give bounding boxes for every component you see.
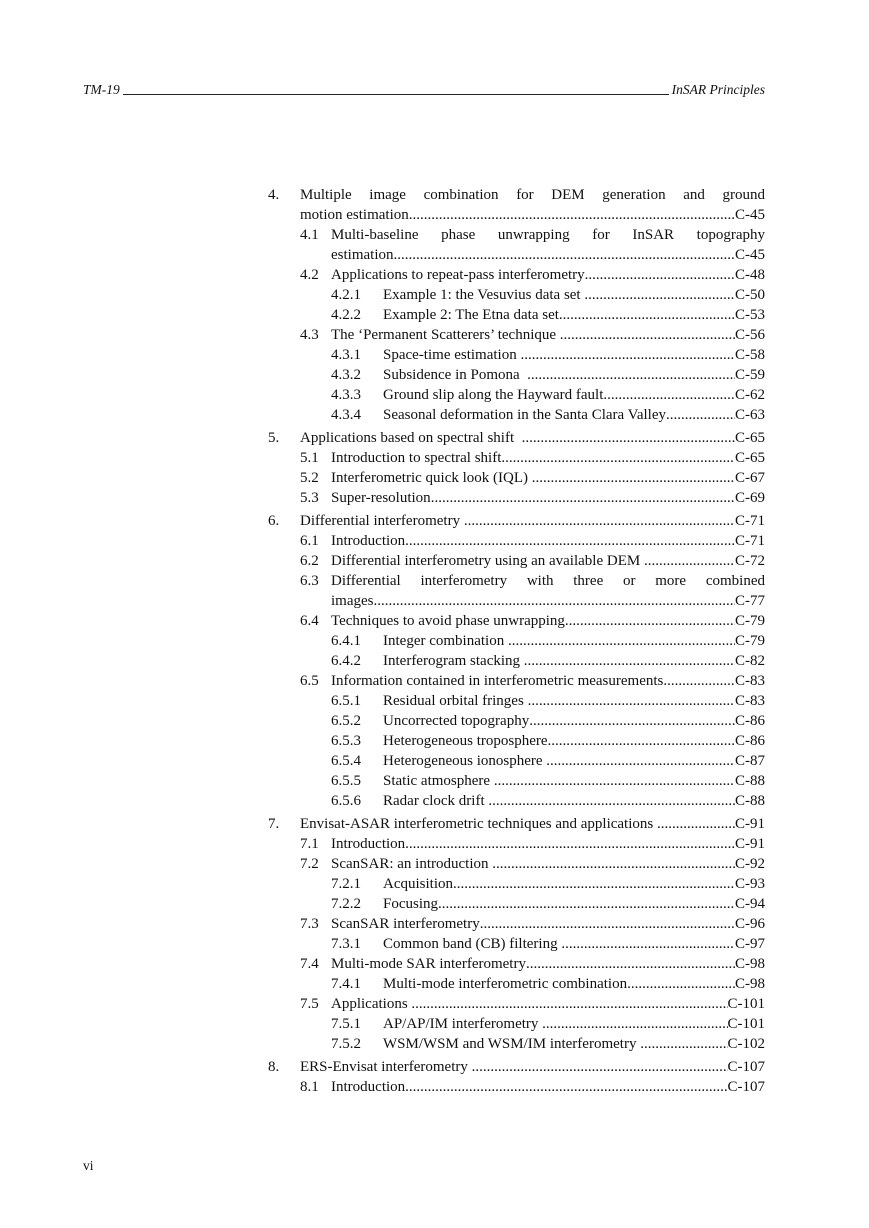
toc-entry-number: 7.2 bbox=[300, 856, 319, 872]
dot-leader bbox=[492, 854, 735, 874]
toc-entry-page: C-107 bbox=[727, 1079, 765, 1095]
toc-entry-page: C-83 bbox=[735, 673, 765, 689]
dot-leader bbox=[522, 428, 735, 448]
toc-entry-page: C-107 bbox=[727, 1059, 765, 1075]
toc-entry-page: C-45 bbox=[735, 247, 765, 263]
dot-leader bbox=[374, 591, 736, 611]
toc-entry-title: Differential interferometry bbox=[300, 513, 464, 529]
toc-entry-title: Multiple image combination for DEM generation and ground bbox=[300, 187, 765, 203]
dot-leader bbox=[405, 834, 735, 854]
toc-entry bbox=[268, 974, 765, 994]
toc-entry bbox=[268, 731, 765, 751]
toc-entry-number: 6.5.6 bbox=[331, 793, 361, 809]
toc-entry bbox=[268, 814, 765, 834]
toc-entry-number: 6.2 bbox=[300, 553, 319, 569]
dot-leader bbox=[603, 385, 735, 405]
toc-entry-title: Super-resolution bbox=[331, 490, 431, 506]
toc-entry bbox=[268, 511, 765, 531]
toc-entry bbox=[268, 791, 765, 811]
toc-entry-title: Differential interferometry using an available DEM bbox=[331, 553, 644, 569]
toc-entry bbox=[268, 611, 765, 631]
dot-leader bbox=[640, 1034, 727, 1054]
toc-entry bbox=[268, 954, 765, 974]
toc-entry-number: 6.5 bbox=[300, 673, 319, 689]
toc-entry-page: C-79 bbox=[735, 633, 765, 649]
toc-entry-number: 6.5.4 bbox=[331, 753, 361, 769]
toc-entry bbox=[268, 265, 765, 285]
dot-leader bbox=[464, 511, 735, 531]
toc-entry-number: 6.5.2 bbox=[331, 713, 361, 729]
toc-entry-title: Applications to repeat-pass interferometry bbox=[331, 267, 585, 283]
toc-entry bbox=[268, 994, 765, 1014]
dot-leader bbox=[560, 325, 735, 345]
dot-leader bbox=[494, 771, 735, 791]
toc-entry-title: Common band (CB) filtering bbox=[383, 936, 562, 952]
page-number: vi bbox=[83, 1158, 94, 1173]
toc-entry-page: C-79 bbox=[735, 613, 765, 629]
toc-entry-title: Uncorrected topography bbox=[383, 713, 530, 729]
toc-entry-number: 4.3.3 bbox=[331, 387, 361, 403]
dot-leader bbox=[565, 611, 735, 631]
toc-entry-title: Information contained in interferometric measurements bbox=[331, 673, 664, 689]
toc-entry-page: C-53 bbox=[735, 307, 765, 323]
toc-entry-title: Residual orbital fringes bbox=[383, 693, 528, 709]
toc-entry-number: 7.1 bbox=[300, 836, 319, 852]
toc-entry-number: 4.3.4 bbox=[331, 407, 361, 423]
toc-entry bbox=[268, 854, 765, 874]
toc-entry bbox=[268, 691, 765, 711]
toc-entry-number: 7.5.2 bbox=[331, 1036, 361, 1052]
toc-entry-number: 5. bbox=[268, 430, 280, 446]
toc-entry-title: Radar clock drift bbox=[383, 793, 489, 809]
toc-entry-page: C-45 bbox=[735, 207, 765, 223]
toc-entry-title: Introduction bbox=[331, 836, 406, 852]
toc-entry-title: Multi-baseline phase unwrapping for InSAR topography bbox=[331, 227, 765, 243]
toc-entry-number: 7.3 bbox=[300, 916, 319, 932]
toc-entry-number: 5.2 bbox=[300, 470, 319, 486]
toc-entry-page: C-58 bbox=[735, 347, 765, 363]
toc-entry bbox=[268, 751, 765, 771]
toc-entry-title: AP/AP/IM interferometry bbox=[383, 1016, 543, 1032]
toc-entry-number: 7.4.1 bbox=[331, 976, 361, 992]
toc-entry-page: C-83 bbox=[735, 693, 765, 709]
dot-leader bbox=[666, 405, 735, 425]
toc-entry bbox=[268, 771, 765, 791]
dot-leader bbox=[431, 488, 735, 508]
toc-entry bbox=[268, 185, 765, 225]
toc-entry-title: Acquisition bbox=[383, 876, 453, 892]
toc-entry-page: C-91 bbox=[735, 836, 765, 852]
header-right: InSAR Principles bbox=[671, 82, 765, 97]
toc-entry bbox=[268, 834, 765, 854]
toc-entry bbox=[268, 448, 765, 468]
toc-entry-page: C-71 bbox=[735, 513, 765, 529]
toc-entry-title: WSM/WSM and WSM/IM interferometry bbox=[383, 1036, 641, 1052]
toc-entry-number: 4.2.2 bbox=[331, 307, 361, 323]
toc-entry-page: C-63 bbox=[735, 407, 765, 423]
toc-entry-title: Applications based on spectral shift bbox=[300, 430, 522, 446]
toc-entry-number: 7.4 bbox=[300, 956, 319, 972]
running-header bbox=[83, 82, 765, 98]
toc-entry-title: Techniques to avoid phase unwrapping bbox=[331, 613, 565, 629]
toc-entry-page: C-67 bbox=[735, 470, 765, 486]
toc-entry-number: 4.3.2 bbox=[331, 367, 361, 383]
dot-leader bbox=[524, 651, 735, 671]
dot-leader bbox=[488, 791, 735, 811]
dot-leader bbox=[394, 245, 736, 265]
toc-entry-title: Space-time estimation bbox=[383, 347, 521, 363]
dot-leader bbox=[644, 551, 735, 571]
dot-leader bbox=[411, 994, 727, 1014]
toc-entry-title: ScanSAR: an introduction bbox=[331, 856, 493, 872]
toc-entry bbox=[268, 631, 765, 651]
dot-leader bbox=[542, 1014, 727, 1034]
toc-entry-title: Heterogeneous troposphere bbox=[383, 733, 548, 749]
toc-entry-number: 4.2 bbox=[300, 267, 319, 283]
toc-entry-number: 4.3 bbox=[300, 327, 319, 343]
toc-entry-page: C-82 bbox=[735, 653, 765, 669]
toc-entry-title: motion estimation bbox=[300, 207, 409, 223]
toc-entry-page: C-88 bbox=[735, 773, 765, 789]
toc-entry-number: 4. bbox=[268, 187, 280, 203]
toc-entry-number: 7.3.1 bbox=[331, 936, 361, 952]
toc-entry-page: C-88 bbox=[735, 793, 765, 809]
dot-leader bbox=[657, 814, 735, 834]
toc-entry-page: C-96 bbox=[735, 916, 765, 932]
toc-entry bbox=[268, 225, 765, 265]
toc-entry bbox=[268, 711, 765, 731]
dot-leader bbox=[529, 711, 735, 731]
toc-entry-number: 6.5.1 bbox=[331, 693, 361, 709]
toc-entry-title: Multi-mode interferometric combination bbox=[383, 976, 628, 992]
toc-entry-page: C-102 bbox=[727, 1036, 765, 1052]
dot-leader bbox=[584, 285, 735, 305]
header-rule bbox=[123, 94, 669, 95]
toc-entry-title: ScanSAR interferometry bbox=[331, 916, 480, 932]
toc-entry bbox=[268, 571, 765, 611]
toc-entry-page: C-65 bbox=[735, 450, 765, 466]
toc-entry-page: C-87 bbox=[735, 753, 765, 769]
dot-leader bbox=[501, 448, 735, 468]
header-left: TM-19 bbox=[83, 82, 120, 97]
toc-entry-page: C-93 bbox=[735, 876, 765, 892]
dot-leader bbox=[527, 365, 735, 385]
dot-leader bbox=[405, 531, 735, 551]
toc-entry-page: C-71 bbox=[735, 533, 765, 549]
toc-entry-page: C-91 bbox=[735, 816, 765, 832]
toc-entry-number: 6.4.1 bbox=[331, 633, 361, 649]
dot-leader bbox=[520, 345, 735, 365]
toc-entry bbox=[268, 1057, 765, 1077]
toc-entry bbox=[268, 405, 765, 425]
toc-entry bbox=[268, 651, 765, 671]
toc-entry bbox=[268, 1034, 765, 1054]
toc-entry-page: C-101 bbox=[727, 996, 765, 1012]
toc-entry-number: 7. bbox=[268, 816, 280, 832]
toc-entry-title: Applications bbox=[331, 996, 412, 1012]
toc-entry-page: C-94 bbox=[735, 896, 765, 912]
toc-entry-title: ERS-Envisat interferometry bbox=[300, 1059, 472, 1075]
toc-entry bbox=[268, 305, 765, 325]
toc-entry-number: 6.4.2 bbox=[331, 653, 361, 669]
toc-entry-title: Multi-mode SAR interferometry bbox=[331, 956, 526, 972]
toc-entry-page: C-62 bbox=[735, 387, 765, 403]
dot-leader bbox=[480, 914, 735, 934]
toc-entry-number: 7.5.1 bbox=[331, 1016, 361, 1032]
toc-entry-title: Interferogram stacking bbox=[383, 653, 524, 669]
toc-entry-page: C-92 bbox=[735, 856, 765, 872]
toc-entry-title: Integer combination bbox=[383, 633, 508, 649]
toc-entry-title: Ground slip along the Hayward fault bbox=[383, 387, 604, 403]
dot-leader bbox=[508, 631, 735, 651]
toc-entry bbox=[268, 914, 765, 934]
toc-entry-number: 7.2.1 bbox=[331, 876, 361, 892]
toc-entry-title: Introduction bbox=[331, 1079, 406, 1095]
dot-leader bbox=[453, 874, 735, 894]
dot-leader bbox=[546, 751, 735, 771]
toc-entry-number: 6.5.3 bbox=[331, 733, 361, 749]
toc-entry bbox=[268, 894, 765, 914]
toc-entry-page: C-98 bbox=[735, 976, 765, 992]
toc-entry-number: 8. bbox=[268, 1059, 280, 1075]
toc-entry-title: Introduction bbox=[331, 533, 406, 549]
toc-entry bbox=[268, 1077, 765, 1097]
toc-entry bbox=[268, 285, 765, 305]
dot-leader bbox=[472, 1057, 728, 1077]
dot-leader bbox=[548, 731, 735, 751]
toc-entry bbox=[268, 874, 765, 894]
toc-entry-page: C-69 bbox=[735, 490, 765, 506]
toc-entry-page: C-86 bbox=[735, 733, 765, 749]
dot-leader bbox=[559, 305, 735, 325]
toc-entry bbox=[268, 325, 765, 345]
toc-entry-number: 7.2.2 bbox=[331, 896, 361, 912]
toc-entry-number: 5.1 bbox=[300, 450, 319, 466]
dot-leader bbox=[561, 934, 735, 954]
toc-entry-number: 4.1 bbox=[300, 227, 319, 243]
toc-entry-number: 8.1 bbox=[300, 1079, 319, 1095]
toc-entry-page: C-101 bbox=[727, 1016, 765, 1032]
toc-entry-title: Introduction to spectral shift bbox=[331, 450, 502, 466]
toc-entry-number: 6.3 bbox=[300, 573, 319, 589]
toc-entry-title: Differential interferometry with three or more combined bbox=[331, 573, 765, 589]
toc-entry-title: Envisat-ASAR interferometric techniques and applications bbox=[300, 816, 657, 832]
toc-entry-page: C-56 bbox=[735, 327, 765, 343]
toc-entry bbox=[268, 531, 765, 551]
toc-entry bbox=[268, 934, 765, 954]
toc-entry-page: C-98 bbox=[735, 956, 765, 972]
dot-leader bbox=[532, 468, 735, 488]
toc-entry-page: C-86 bbox=[735, 713, 765, 729]
toc-entry-number: 4.2.1 bbox=[331, 287, 361, 303]
toc-entry-title: Example 1: the Vesuvius data set bbox=[383, 287, 585, 303]
toc-entry bbox=[268, 1014, 765, 1034]
toc-entry bbox=[268, 428, 765, 448]
toc-entry-number: 7.5 bbox=[300, 996, 319, 1012]
toc-entry-number: 6. bbox=[268, 513, 280, 529]
toc-entry-page: C-65 bbox=[735, 430, 765, 446]
toc-entry-page: C-72 bbox=[735, 553, 765, 569]
toc-entry bbox=[268, 468, 765, 488]
toc-entry-page: C-59 bbox=[735, 367, 765, 383]
table-of-contents bbox=[268, 185, 765, 1097]
toc-entry-title: Heterogeneous ionosphere bbox=[383, 753, 547, 769]
toc-entry-page: C-97 bbox=[735, 936, 765, 952]
toc-entry-page: C-50 bbox=[735, 287, 765, 303]
toc-entry bbox=[268, 345, 765, 365]
toc-entry-title: Seasonal deformation in the Santa Clara Valley bbox=[383, 407, 666, 423]
dot-leader bbox=[663, 671, 735, 691]
toc-entry bbox=[268, 488, 765, 508]
toc-entry-title: Interferometric quick look (IQL) bbox=[331, 470, 532, 486]
toc-entry-title: The ‘Permanent Scatterers’ technique bbox=[331, 327, 560, 343]
toc-entry-number: 6.5.5 bbox=[331, 773, 361, 789]
toc-entry-number: 6.1 bbox=[300, 533, 319, 549]
toc-entry-number: 6.4 bbox=[300, 613, 319, 629]
toc-entry-title: Subsidence in Pomona bbox=[383, 367, 528, 383]
dot-leader bbox=[627, 974, 735, 994]
dot-leader bbox=[438, 894, 735, 914]
toc-entry-number: 4.3.1 bbox=[331, 347, 361, 363]
dot-leader bbox=[585, 265, 735, 285]
dot-leader bbox=[526, 954, 735, 974]
toc-entry-title: estimation bbox=[331, 247, 394, 263]
toc-entry bbox=[268, 671, 765, 691]
dot-leader bbox=[405, 1077, 727, 1097]
toc-entry-title: images bbox=[331, 593, 374, 609]
toc-entry bbox=[268, 365, 765, 385]
toc-entry-page: C-48 bbox=[735, 267, 765, 283]
toc-entry-page: C-77 bbox=[735, 593, 765, 609]
toc-entry-title: Static atmosphere bbox=[383, 773, 494, 789]
toc-entry-title: Example 2: The Etna data set bbox=[383, 307, 559, 323]
toc-entry bbox=[268, 551, 765, 571]
toc-entry bbox=[268, 385, 765, 405]
dot-leader bbox=[409, 205, 735, 225]
toc-entry-title: Focusing bbox=[383, 896, 439, 912]
dot-leader bbox=[528, 691, 735, 711]
toc-entry-number: 5.3 bbox=[300, 490, 319, 506]
